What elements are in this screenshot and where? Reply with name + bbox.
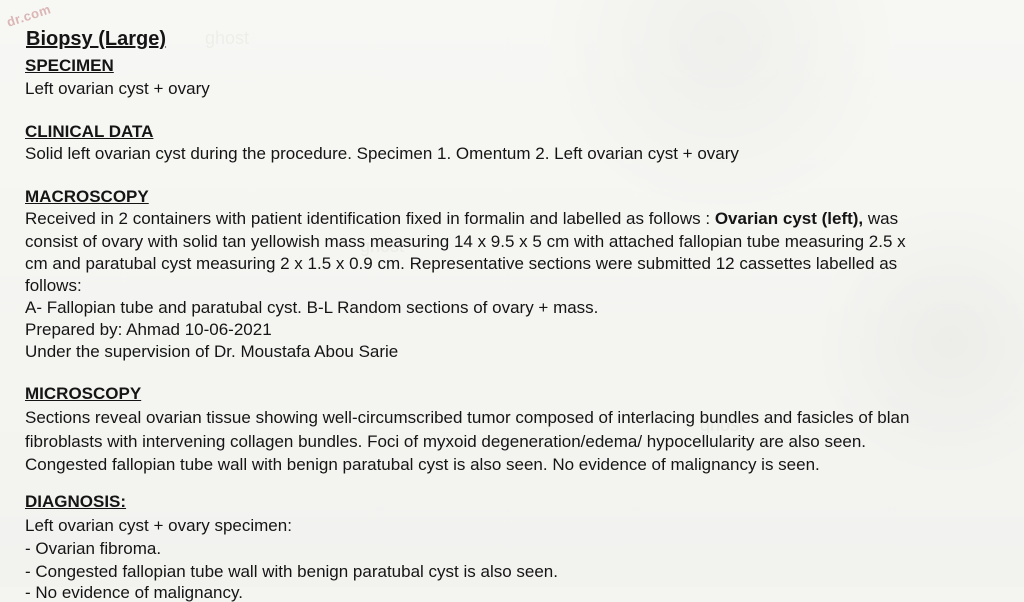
diagnosis-line-2: - Ovarian fibroma.: [25, 539, 162, 558]
diagnosis-line-1: Left ovarian cyst + ovary specimen:: [25, 516, 292, 535]
macroscopy-line-1: [25, 210, 898, 227]
microscopy-line-3: Congested fallopian tube wall with benign paratubal cyst is also seen. No evidence of malignancy is seen.: [25, 455, 820, 474]
macroscopy-line-1-bold: Ovarian cyst (left),: [714, 209, 864, 228]
macroscopy-line-5: A- Fallopian tube and paratubal cyst. B-L Random sections of ovary + mass.: [25, 298, 599, 317]
microscopy-line-1: Sections reveal ovarian tissue showing well-circumscribed tumor composed of interlacing bundles and fasicles of blan: [25, 408, 910, 427]
document-title: Biopsy (Large): [26, 28, 167, 50]
macroscopy-heading: MACROSCOPY: [25, 187, 149, 206]
macroscopy-line-2: consist of ovary with solid tan yellowish mass measuring 14 x 9.5 x 5 cm with attached fallopian tube measuring 2.5 x: [25, 232, 906, 251]
clinical-data-heading: CLINICAL DATA: [25, 122, 154, 141]
macroscopy-line-7: Under the supervision of Dr. Moustafa Abou Sarie: [25, 342, 399, 361]
diagnosis-heading: DIAGNOSIS:: [25, 492, 127, 511]
specimen-heading: SPECIMEN: [25, 56, 114, 75]
microscopy-line-2: fibroblasts with intervening collagen bundles. Foci of myxoid degeneration/edema/ hypocellularity are also seen.: [25, 432, 867, 451]
faint-background-text: [205, 28, 249, 49]
microscopy-heading: MICROSCOPY: [25, 384, 142, 403]
clinical-data-text: Solid left ovarian cyst during the procedure. Specimen 1. Omentum 2. Left ovarian cyst + ovary: [25, 144, 739, 163]
macroscopy-line-1-suffix: was: [863, 209, 899, 228]
diagnosis-line-3: - Congested fallopian tube wall with benign paratubal cyst is also seen.: [25, 562, 558, 581]
watermark-logo: dr.com: [4, 1, 53, 30]
macroscopy-line-4: follows:: [25, 276, 82, 295]
macroscopy-line-3: cm and paratubal cyst measuring 2 x 1.5 x 0.9 cm. Representative sections were submitted 12 cassettes labelled as: [25, 254, 898, 273]
diagnosis-line-4: - No evidence of malignancy.: [25, 583, 243, 602]
macroscopy-line-6: Prepared by: Ahmad 10-06-2021: [25, 320, 272, 339]
macroscopy-line-1-prefix: Received in 2 containers with patient identification fixed in formalin and labelled as follows :: [25, 209, 715, 228]
specimen-text: Left ovarian cyst + ovary: [25, 79, 210, 98]
